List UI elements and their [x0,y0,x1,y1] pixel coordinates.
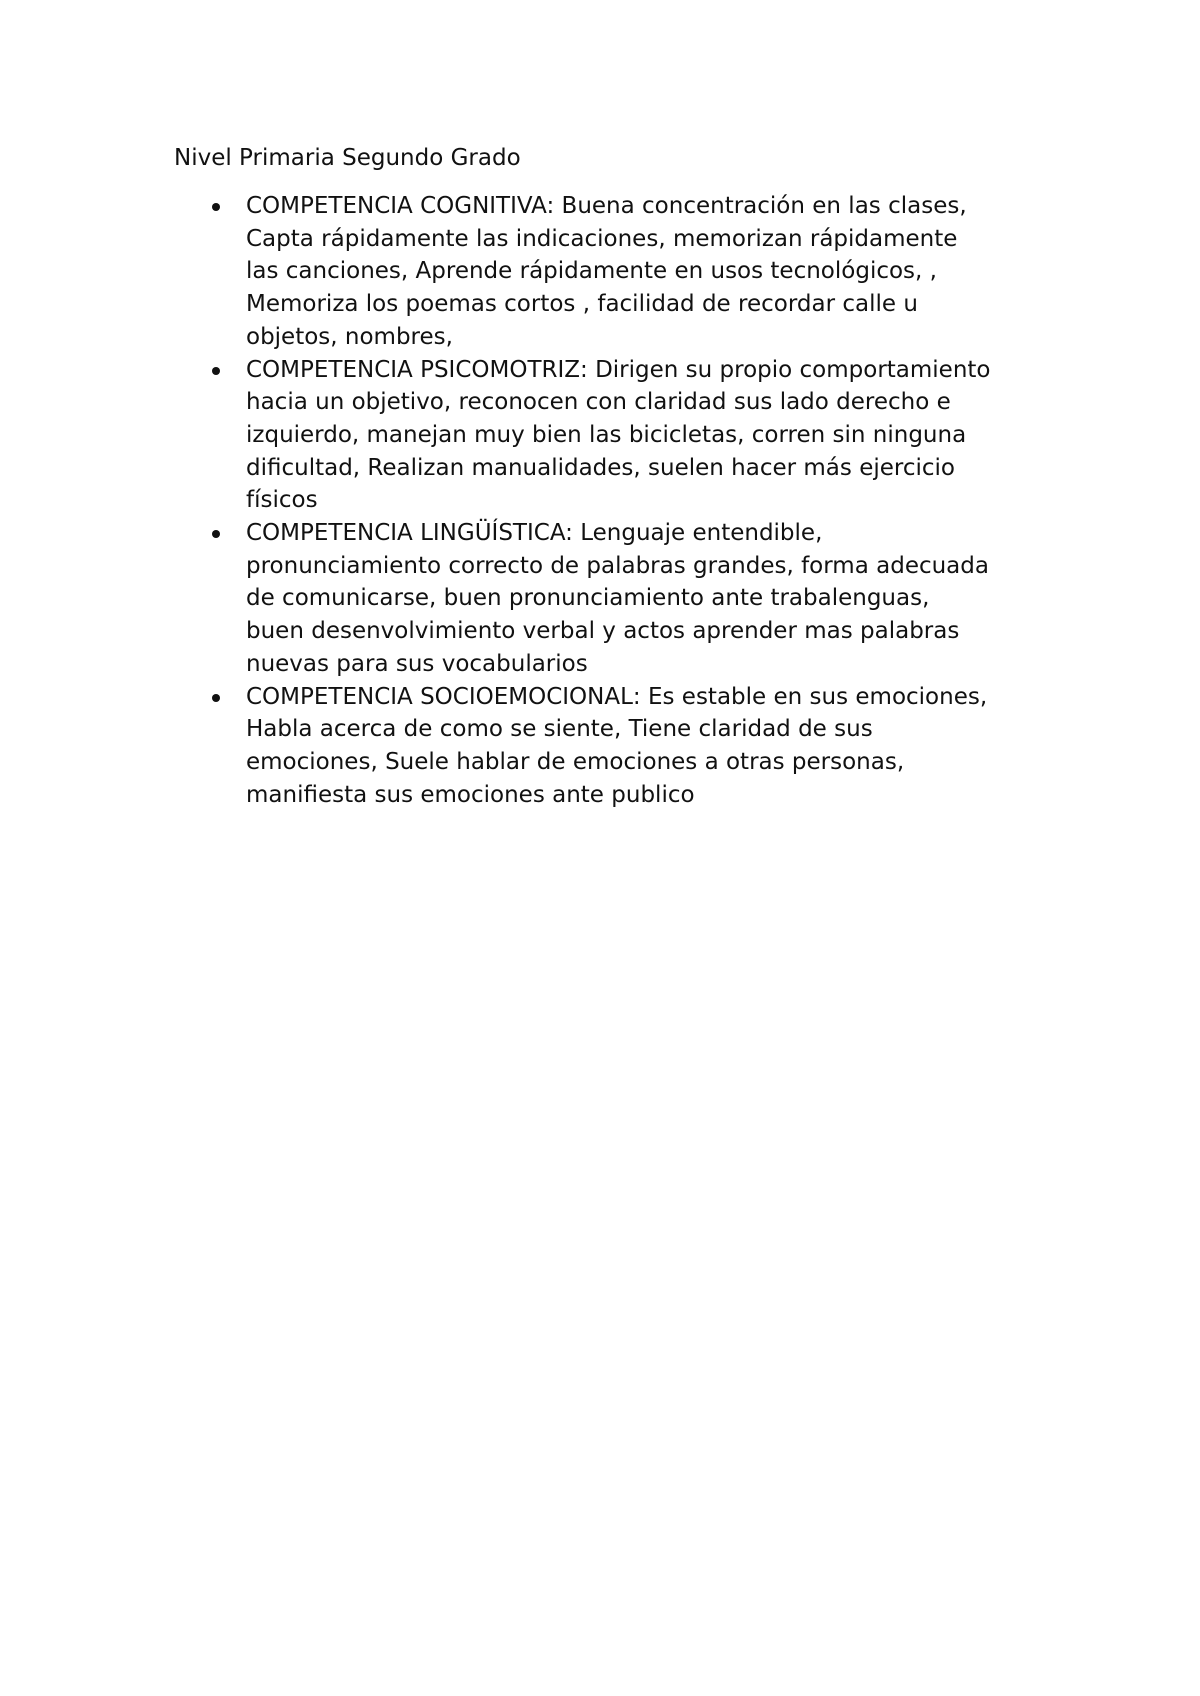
bullet-icon [212,367,220,375]
text-line: nuevas para sus vocabularios [246,650,588,677]
list-item-socioemotional [174,681,1054,812]
text-line: COMPETENCIA PSICOMOTRIZ: Dirigen su propio comportamiento [246,356,991,383]
list-item-cognitive [174,190,1054,354]
bullet-icon [212,530,220,538]
text-line: buen desenvolvimiento verbal y actos aprender mas palabras [246,618,960,645]
bullet-icon [212,694,220,702]
text-line: las canciones, Aprende rápidamente en usos tecnológicos, , [246,258,937,285]
document-heading: Nivel Primaria Segundo Grado [174,145,521,171]
text-line: Memoriza los poemas cortos , facilidad de recordar calle u [246,291,918,318]
text-line: pronunciamiento correcto de palabras grandes, forma adecuada [246,552,989,579]
list-item-linguistic [174,517,1054,681]
text-line: emociones, Suele hablar de emociones a otras personas, [246,748,905,775]
text-line: Habla acerca de como se siente, Tiene claridad de sus [246,716,873,743]
bullet-icon [212,203,220,211]
text-line: COMPETENCIA SOCIOEMOCIONAL: Es estable en sus emociones, [246,683,988,710]
text-line: físicos [246,487,318,514]
text-line: manifiesta sus emociones ante publico [246,781,695,808]
list-item-psychomotor [174,354,1054,518]
competency-list [174,190,1054,811]
text-line: Capta rápidamente las indicaciones, memorizan rápidamente [246,225,958,252]
text-line: hacia un objetivo, reconocen con claridad sus lado derecho e [246,389,951,416]
text-line: dificultad, Realizan manualidades, suelen hacer más ejercicio [246,454,955,481]
text-line: izquierdo, manejan muy bien las bicicletas, corren sin ninguna [246,421,967,448]
text-line: COMPETENCIA COGNITIVA: Buena concentración en las clases, [246,193,967,219]
text-line: objetos, nombres, [246,323,453,350]
text-line: de comunicarse, buen pronunciamiento ante trabalenguas, [246,585,930,612]
text-line: COMPETENCIA LINGÜÍSTICA: Lenguaje entendible, [246,520,823,547]
